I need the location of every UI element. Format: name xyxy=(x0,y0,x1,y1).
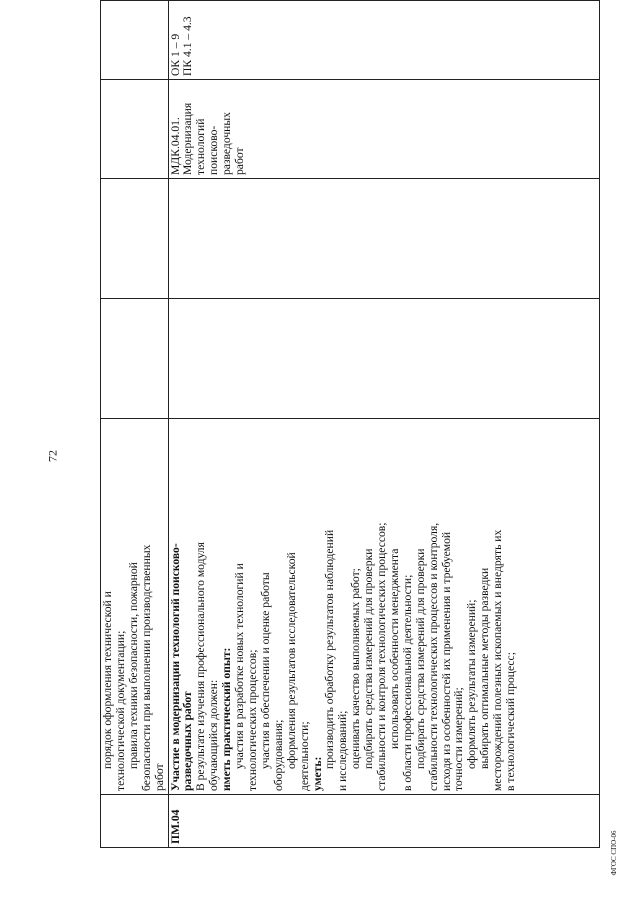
practice-line: оборудования; xyxy=(271,719,285,791)
skills-line: подбирать средства измерений для проверки xyxy=(413,548,427,769)
content-line: порядок оформления технической и xyxy=(101,591,114,769)
practice-line: участия в обеспечении и оценке работы xyxy=(258,572,272,769)
row-top-col3 xyxy=(101,299,169,419)
table-row xyxy=(101,1,169,848)
intro-line: В результате изучения профессионального модуля xyxy=(194,542,208,791)
skills-line: оценивать качество выполняемых работ; xyxy=(349,568,363,769)
skills-line: оформлять результаты измерений; xyxy=(465,599,479,769)
row-top-code xyxy=(101,795,169,848)
practice-line: оформления результатов исследовательской xyxy=(284,552,298,769)
practice-line: технологических процессов; xyxy=(245,649,259,791)
skills-line: исходя из особенностей их применения и требуемой xyxy=(439,531,453,791)
skills-line: производить обработку результатов наблюдений xyxy=(323,529,337,769)
content-line: работ xyxy=(152,763,166,791)
module-col4 xyxy=(168,179,599,299)
row-top-col4 xyxy=(101,179,169,299)
intro-line: обучающийся должен: xyxy=(207,679,221,791)
skills-line: использовать особенности менеджмента xyxy=(387,548,401,749)
practice-line: участия в разработке новых технологий и xyxy=(233,563,247,769)
skills-line: месторождений полезных ископаемых и внедрять их xyxy=(491,529,505,791)
skills-line: выбирать оптимальные методы разведки xyxy=(478,567,492,769)
skills-line: в области профессиональной деятельности; xyxy=(400,574,414,791)
footer-code: ФГОС СПО-06 xyxy=(610,830,618,876)
module-content xyxy=(168,419,599,795)
mdk-cell: МДК.04.01. Модернизация технологий поисково-разведочных работ xyxy=(168,80,599,179)
row-top-col5 xyxy=(101,80,169,179)
skills-line: в технологический процесс; xyxy=(504,652,518,791)
row-top-content xyxy=(101,419,169,795)
practice-heading: иметь практический опыт: xyxy=(220,647,234,791)
page-number: 72 xyxy=(45,450,60,462)
skills-heading: уметь: xyxy=(310,756,324,791)
table-row xyxy=(168,1,599,848)
skills-line: точности измерений; xyxy=(452,687,466,791)
module-title-line: Участие в модернизации технологий поисково- xyxy=(168,543,182,791)
module-title-line: разведочных работ xyxy=(181,691,195,791)
content-line: безопасности при выполнении производственных xyxy=(139,544,153,791)
competency-line: ОК 1 – 9 xyxy=(168,33,182,76)
landscape-table-wrapper xyxy=(100,16,600,848)
row-top-col6 xyxy=(101,1,169,80)
content-line: технологической документации; xyxy=(113,630,127,791)
content-line: правила техники безопасности, пожарной xyxy=(126,562,140,769)
curriculum-table xyxy=(100,0,600,848)
practice-line: деятельности; xyxy=(297,721,311,791)
skills-line: стабильности и контроля технологических процессов; xyxy=(375,522,389,791)
skills-line: стабильности технологических процессов и контроля, xyxy=(426,522,440,791)
competencies-cell xyxy=(168,1,599,80)
module-code: ПМ.04 xyxy=(168,795,599,848)
skills-line: и исследований; xyxy=(336,710,350,791)
module-col3 xyxy=(168,299,599,419)
skills-line: подбирать средства измерений для проверки xyxy=(362,548,376,769)
competency-line: ПК 4.1 – 4.3 xyxy=(181,16,195,76)
